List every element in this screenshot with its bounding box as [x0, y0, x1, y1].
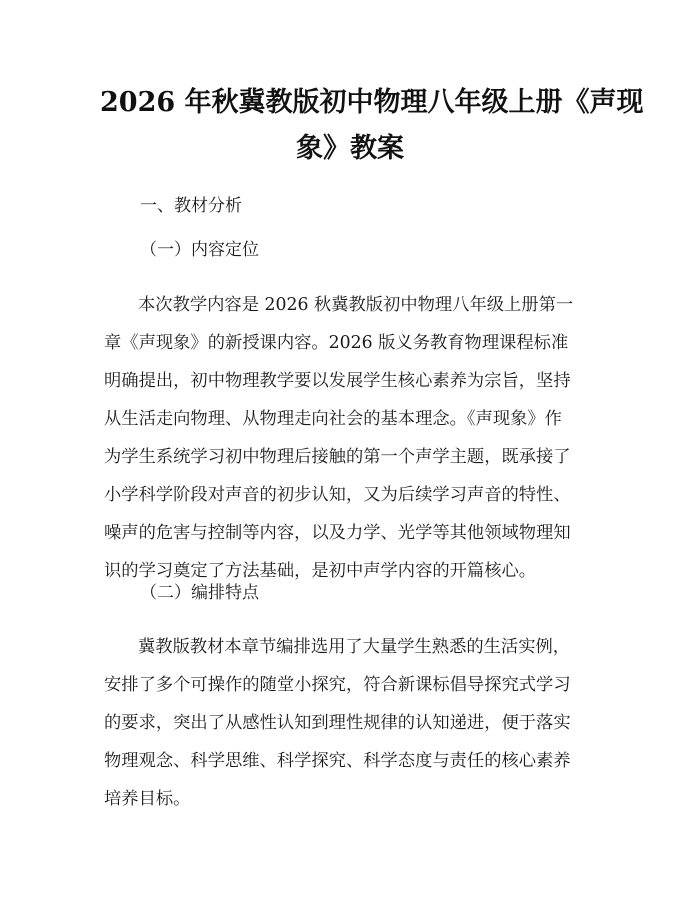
paragraph-line: 的要求，突出了从感性认知到理性规律的认知递进，便于落实	[104, 713, 571, 733]
paragraph-line: 物理观念、科学思维、科学探究、科学态度与责任的核心素养	[104, 751, 571, 771]
document-title-line-1: 2026 年秋冀教版初中物理八年级上册《声现	[100, 87, 644, 118]
paragraph-line: 噪声的危害与控制等内容，以及力学、光学等其他领域物理知	[104, 523, 571, 543]
paragraph-line: 培养目标。	[104, 789, 191, 809]
paragraph-line: 本次教学内容是 2026 秋冀教版初中物理八年级上册第一	[138, 295, 574, 315]
paragraph-content-positioning	[104, 286, 600, 590]
paragraph-line: 安排了多个可操作的随堂小探究，符合新课标倡导探究式学习	[104, 675, 571, 695]
paragraph-line: 章《声现象》的新授课内容。2026 版义务教育物理课程标准	[104, 333, 569, 353]
section-heading-textbook-analysis: 一、教材分析	[140, 196, 242, 216]
paragraph-line: 小学科学阶段对声音的初步认知，又为后续学习声音的特性、	[104, 485, 571, 505]
paragraph-line: 从生活走向物理、从物理走向社会的基本理念。《声现象》作	[104, 409, 562, 429]
document-title-line-2: 象》教案	[296, 133, 404, 164]
paragraph-line: 识的学习奠定了方法基础，是初中声学内容的开篇核心。	[104, 561, 537, 581]
paragraph-line: 为学生系统学习初中物理后接触的第一个声学主题，既承接了	[104, 447, 571, 467]
subsection-heading-content-positioning: （一）内容定位	[140, 240, 259, 260]
paragraph-layout-features	[104, 628, 600, 818]
subsection-heading-layout-features: （二）编排特点	[140, 583, 259, 603]
paragraph-line: 明确提出，初中物理教学要以发展学生核心素养为宗旨，坚持	[104, 371, 571, 391]
paragraph-line: 冀教版教材本章节编排选用了大量学生熟悉的生活实例，	[138, 637, 571, 657]
